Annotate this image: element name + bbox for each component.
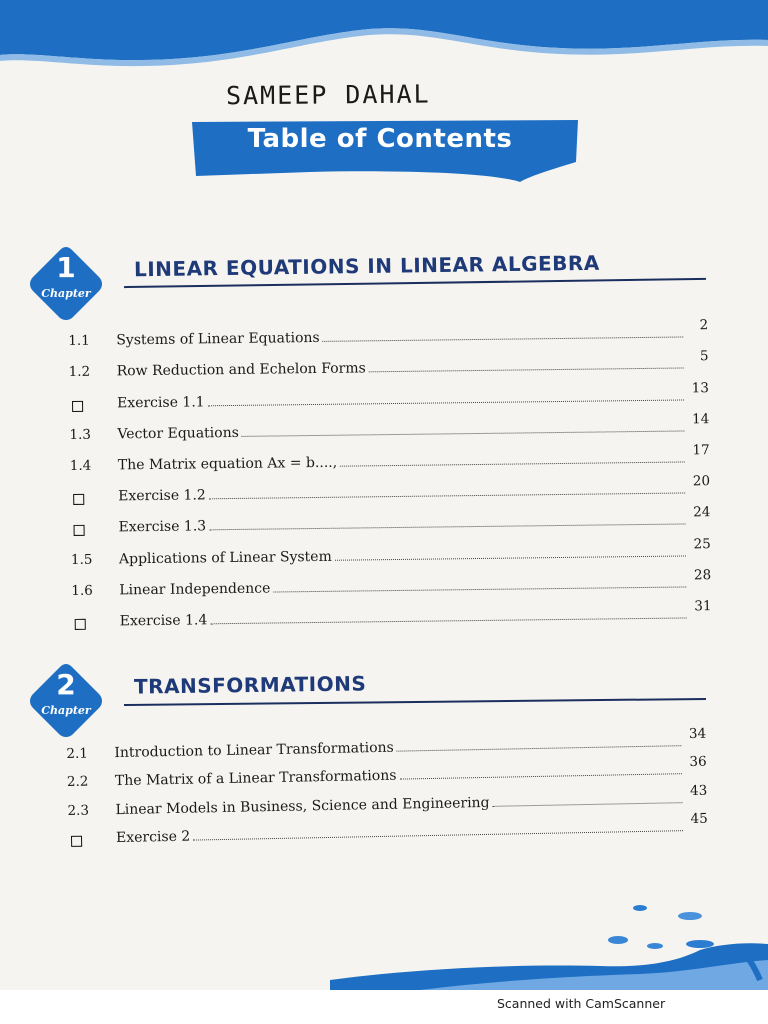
- toc-entry-page: 2: [699, 317, 709, 334]
- checkbox-square-icon: [71, 525, 119, 537]
- toc-entry-title: Exercise 2: [115, 828, 191, 847]
- chapter-1-heading: LINEAR EQUATIONS IN LINEAR ALGEBRA: [133, 250, 600, 282]
- toc-entry-number: 1.3: [69, 426, 92, 443]
- toc-entry-number: 1.1: [68, 332, 90, 350]
- toc-entry-page: 17: [692, 442, 710, 459]
- toc-entry-title: Linear Independence: [119, 580, 271, 599]
- toc-entry-title: Exercise 1.1: [116, 393, 205, 411]
- toc-entry-page: 5: [699, 348, 709, 365]
- toc-entry-page: 43: [689, 782, 708, 799]
- scanner-watermark: Scanned with CamScanner: [497, 996, 666, 1011]
- toc-entry-number: 1.4: [69, 457, 92, 474]
- dot-leader: [210, 616, 686, 624]
- toc-entry-page: 36: [689, 753, 707, 771]
- dot-leader: [369, 367, 684, 373]
- toc-entry-number: 2.3: [67, 802, 90, 819]
- toc-entry-title: Row Reduction and Echelon Forms: [116, 360, 366, 380]
- toc-entry-title: Applications of Linear System: [118, 548, 332, 567]
- toc-entry-page: 24: [693, 504, 711, 521]
- toc-entry-number: 2.1: [66, 745, 89, 762]
- toc-entry-number: 2.2: [66, 773, 89, 790]
- toc-entry-title: The Matrix equation Ax = b....,: [117, 454, 338, 474]
- toc-entry-number: 1.2: [68, 364, 91, 381]
- top-wave-band: [0, 0, 768, 75]
- author-name-handwritten: SAMEEP DAHAL: [225, 79, 431, 111]
- chapter-2-entries: [66, 721, 708, 847]
- toc-entry-page: 14: [691, 410, 710, 428]
- chapter-2-rule: [124, 698, 706, 706]
- page-title: Table of Contents: [247, 124, 513, 154]
- chapter-1-badge: [25, 243, 107, 325]
- toc-entry-title: Exercise 1.3: [118, 518, 207, 536]
- dot-leader: [335, 554, 686, 560]
- toc-entry-title: Systems of Linear Equations: [116, 330, 320, 349]
- chapter-1-entries: [68, 310, 712, 630]
- toc-entry-page: 25: [693, 535, 711, 552]
- toc-entry-number: 1.6: [71, 582, 93, 599]
- toc-entry-title: Exercise 1.4: [119, 612, 208, 630]
- toc-entry-title: Vector Equations: [117, 424, 239, 443]
- toc-entry-page: 13: [691, 379, 709, 396]
- chapter-2-badge-label: Chapter: [41, 704, 91, 717]
- checkbox-square-icon: [70, 494, 118, 506]
- toc-entry-title: Linear Models in Business, Science and Engineering: [115, 794, 490, 818]
- toc-entry-page: 34: [688, 725, 707, 742]
- checkbox-square-icon: [69, 400, 117, 412]
- chapter-2-heading: TRANSFORMATIONS: [133, 671, 367, 699]
- chapter-2-number: 2: [56, 668, 76, 701]
- toc-entry-title: Introduction to Linear Transformations: [114, 739, 394, 761]
- dot-leader: [493, 801, 683, 807]
- dot-leader: [323, 336, 684, 342]
- chapter-1-badge-label: Chapter: [41, 287, 91, 300]
- toc-entry-title: Exercise 1.2: [118, 487, 206, 505]
- chapter-2-badge: [25, 660, 107, 742]
- bottom-wave-decoration: [0, 900, 768, 990]
- dot-leader: [340, 460, 685, 466]
- checkbox-square-icon: [72, 618, 120, 630]
- chapter-1-number: 1: [56, 251, 76, 284]
- toc-entry-page: 28: [693, 566, 712, 584]
- toc-entry-page: 31: [694, 598, 712, 615]
- checkbox-square-icon: [68, 835, 116, 847]
- toc-entry-page: 20: [692, 473, 711, 490]
- toc-entry-number: 1.5: [70, 551, 93, 568]
- toc-entry-title: The Matrix of a Linear Transformations: [114, 767, 397, 790]
- toc-entry-page: 45: [690, 810, 708, 828]
- dot-leader: [193, 829, 683, 840]
